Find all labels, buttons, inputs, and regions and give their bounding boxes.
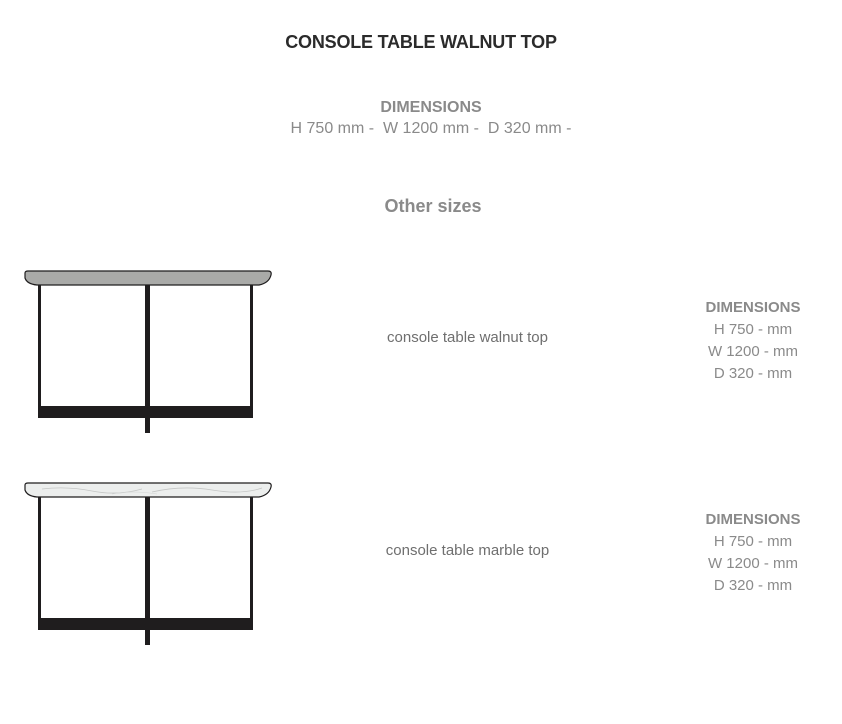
table-top xyxy=(25,271,271,285)
variant-dimensions xyxy=(682,509,824,597)
variant-dimensions-heading: DIMENSIONS xyxy=(705,511,801,528)
left-leg xyxy=(38,285,41,418)
base-shelf xyxy=(38,618,253,630)
variant-name: console table marble top xyxy=(385,542,550,559)
variant-width: W 1200 - mm xyxy=(707,555,798,572)
variant-name: console table walnut top xyxy=(387,329,548,346)
size-variant-walnut[interactable] xyxy=(0,268,842,448)
variant-depth: D 320 - mm xyxy=(713,577,793,594)
variant-depth: D 320 - mm xyxy=(713,365,793,382)
dimensions-heading: DIMENSIONS xyxy=(380,99,482,116)
main-dimensions xyxy=(0,97,842,139)
product-title: CONSOLE TABLE WALNUT TOP xyxy=(285,32,557,52)
size-variant-marble[interactable] xyxy=(0,480,842,660)
variant-dimensions-heading: DIMENSIONS xyxy=(705,299,801,316)
left-leg xyxy=(38,497,41,630)
console-table-marble-drawing xyxy=(22,480,274,648)
right-leg xyxy=(250,497,253,630)
variant-height: H 750 - mm xyxy=(713,533,793,550)
base-shelf xyxy=(38,406,253,418)
right-leg xyxy=(250,285,253,418)
variant-width: W 1200 - mm xyxy=(707,343,798,360)
table-top xyxy=(25,483,271,497)
variant-height: H 750 - mm xyxy=(713,321,793,338)
other-sizes-heading: Other sizes xyxy=(384,196,482,216)
variant-dimensions xyxy=(682,297,824,385)
dimensions-values: H 750 mm - W 1200 mm - D 320 mm - xyxy=(290,120,572,137)
console-table-walnut-drawing xyxy=(22,268,274,436)
